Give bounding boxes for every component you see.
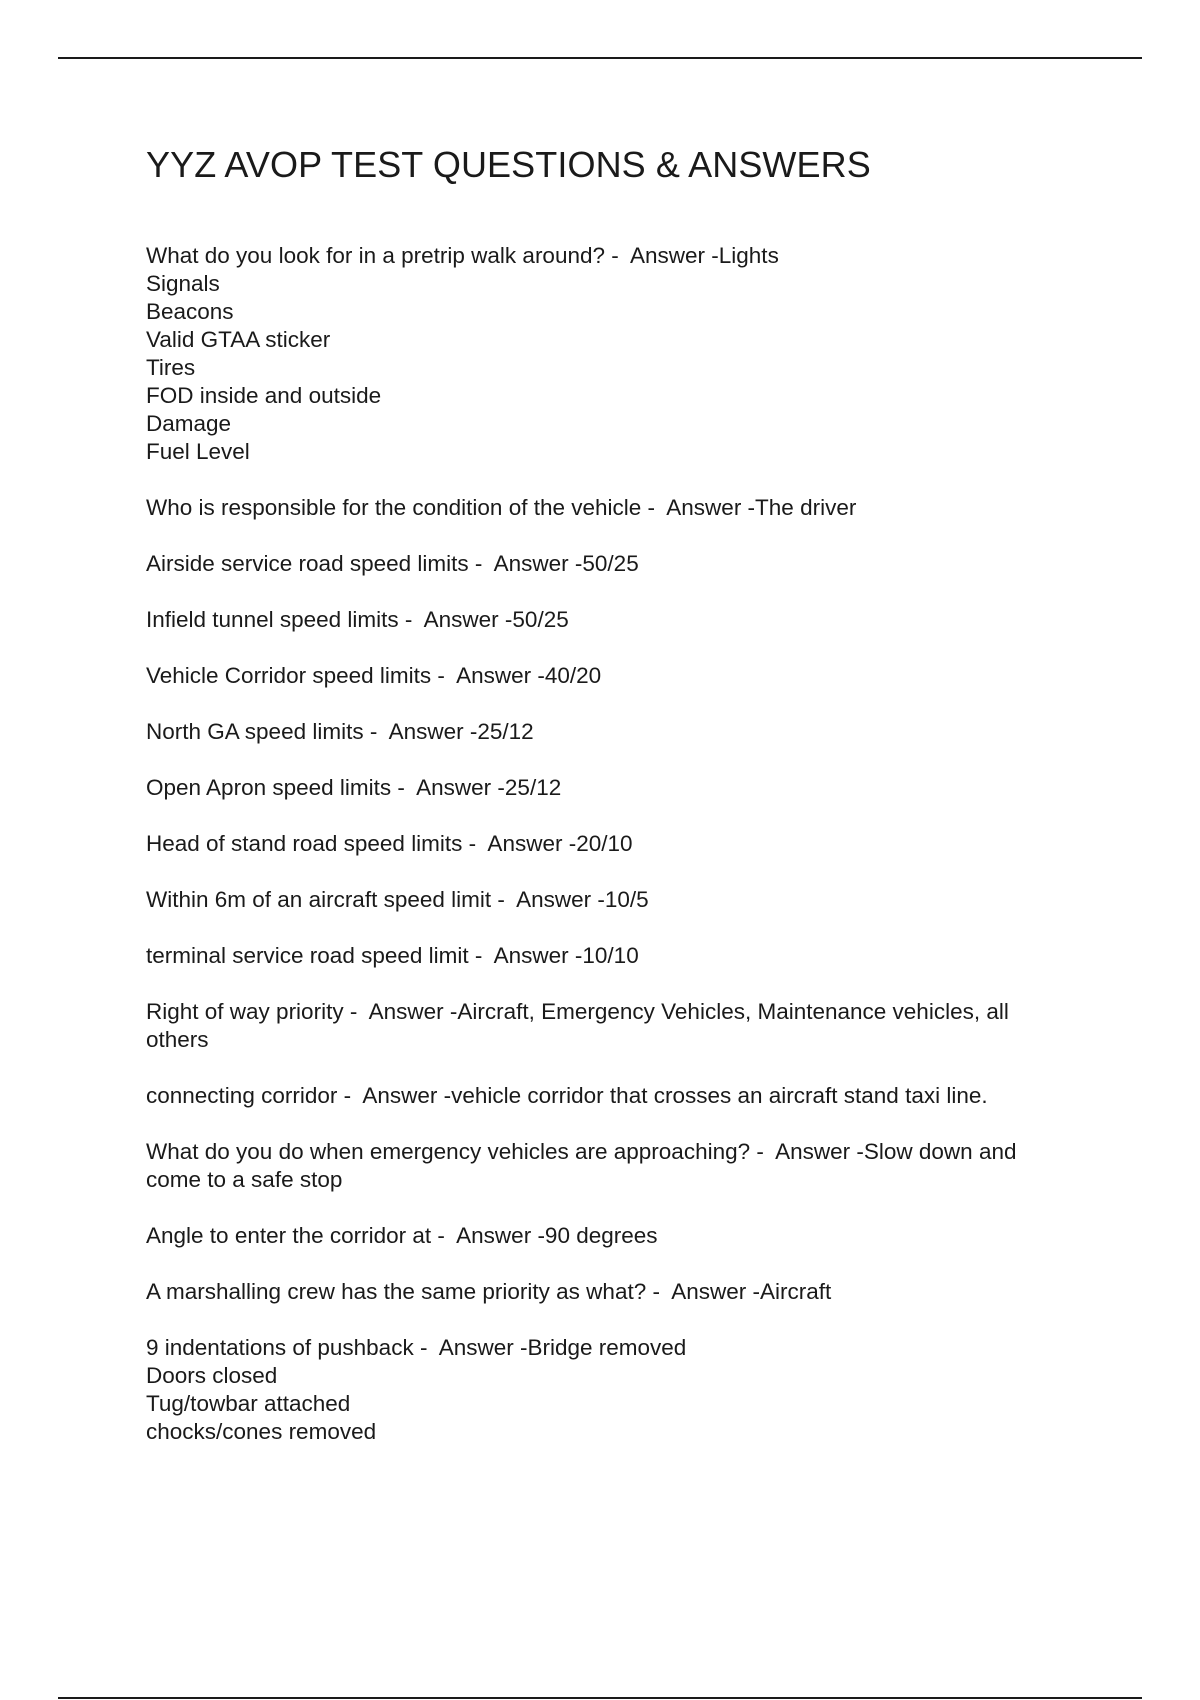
qa-line: Damage [146, 411, 232, 436]
qa-item [146, 830, 1106, 858]
qa-line: connecting corridor - Answer -vehicle corridor that crosses an aircraft stand taxi line. [146, 1083, 988, 1108]
qa-line: Fuel Level [146, 439, 250, 464]
qa-item [146, 662, 1106, 690]
qa-item [146, 494, 1106, 522]
qa-line: Head of stand road speed limits - Answer -20/10 [146, 831, 633, 856]
qa-line: North GA speed limits - Answer -25/12 [146, 719, 534, 744]
qa-line: What do you do when emergency vehicles are approaching? - Answer -Slow down and [146, 1139, 1017, 1164]
document-title: YYZ AVOP TEST QUESTIONS & ANSWERS [146, 144, 871, 185]
qa-line: others [146, 1027, 209, 1052]
qa-line: A marshalling crew has the same priority as what? - Answer -Aircraft [146, 1279, 832, 1304]
qa-item [146, 774, 1106, 802]
qa-item [146, 1082, 1106, 1110]
qa-item [146, 886, 1106, 914]
qa-line: come to a safe stop [146, 1167, 343, 1192]
qa-line: Valid GTAA sticker [146, 327, 331, 352]
qa-line: Right of way priority - Answer -Aircraft, Emergency Vehicles, Maintenance vehicles, all [146, 999, 1009, 1024]
qa-line: Beacons [146, 299, 234, 324]
qa-line: Airside service road speed limits - Answer -50/25 [146, 551, 639, 576]
qa-line: Within 6m of an aircraft speed limit - Answer -10/5 [146, 887, 649, 912]
qa-item [146, 1222, 1106, 1250]
qa-item [146, 998, 1106, 1054]
qa-line: Who is responsible for the condition of the vehicle - Answer -The driver [146, 495, 857, 520]
qa-line: FOD inside and outside [146, 383, 382, 408]
qa-line: What do you look for in a pretrip walk around? - Answer -Lights [146, 243, 779, 268]
qa-item [146, 606, 1106, 634]
qa-line: terminal service road speed limit - Answer -10/10 [146, 943, 639, 968]
qa-item [146, 942, 1106, 970]
qa-item [146, 1278, 1106, 1306]
qa-line: Infield tunnel speed limits - Answer -50/25 [146, 607, 569, 632]
qa-line: Angle to enter the corridor at - Answer -90 degrees [146, 1223, 658, 1248]
qa-line: 9 indentations of pushback - Answer -Bridge removed [146, 1335, 687, 1360]
qa-item [146, 1334, 1106, 1446]
qa-line: Open Apron speed limits - Answer -25/12 [146, 775, 562, 800]
qa-line: Vehicle Corridor speed limits - Answer -40/20 [146, 663, 602, 688]
qa-item [146, 1138, 1106, 1194]
top-rule [58, 57, 1142, 59]
qa-line: Tires [146, 355, 196, 380]
qa-line: Tug/towbar attached [146, 1391, 351, 1416]
qa-item [146, 718, 1106, 746]
qa-item [146, 550, 1106, 578]
qa-line: chocks/cones removed [146, 1419, 377, 1444]
qa-line: Signals [146, 271, 220, 296]
bottom-rule [58, 1697, 1142, 1699]
qa-line: Doors closed [146, 1363, 278, 1388]
qa-list [146, 242, 1106, 1474]
qa-item [146, 242, 1106, 466]
